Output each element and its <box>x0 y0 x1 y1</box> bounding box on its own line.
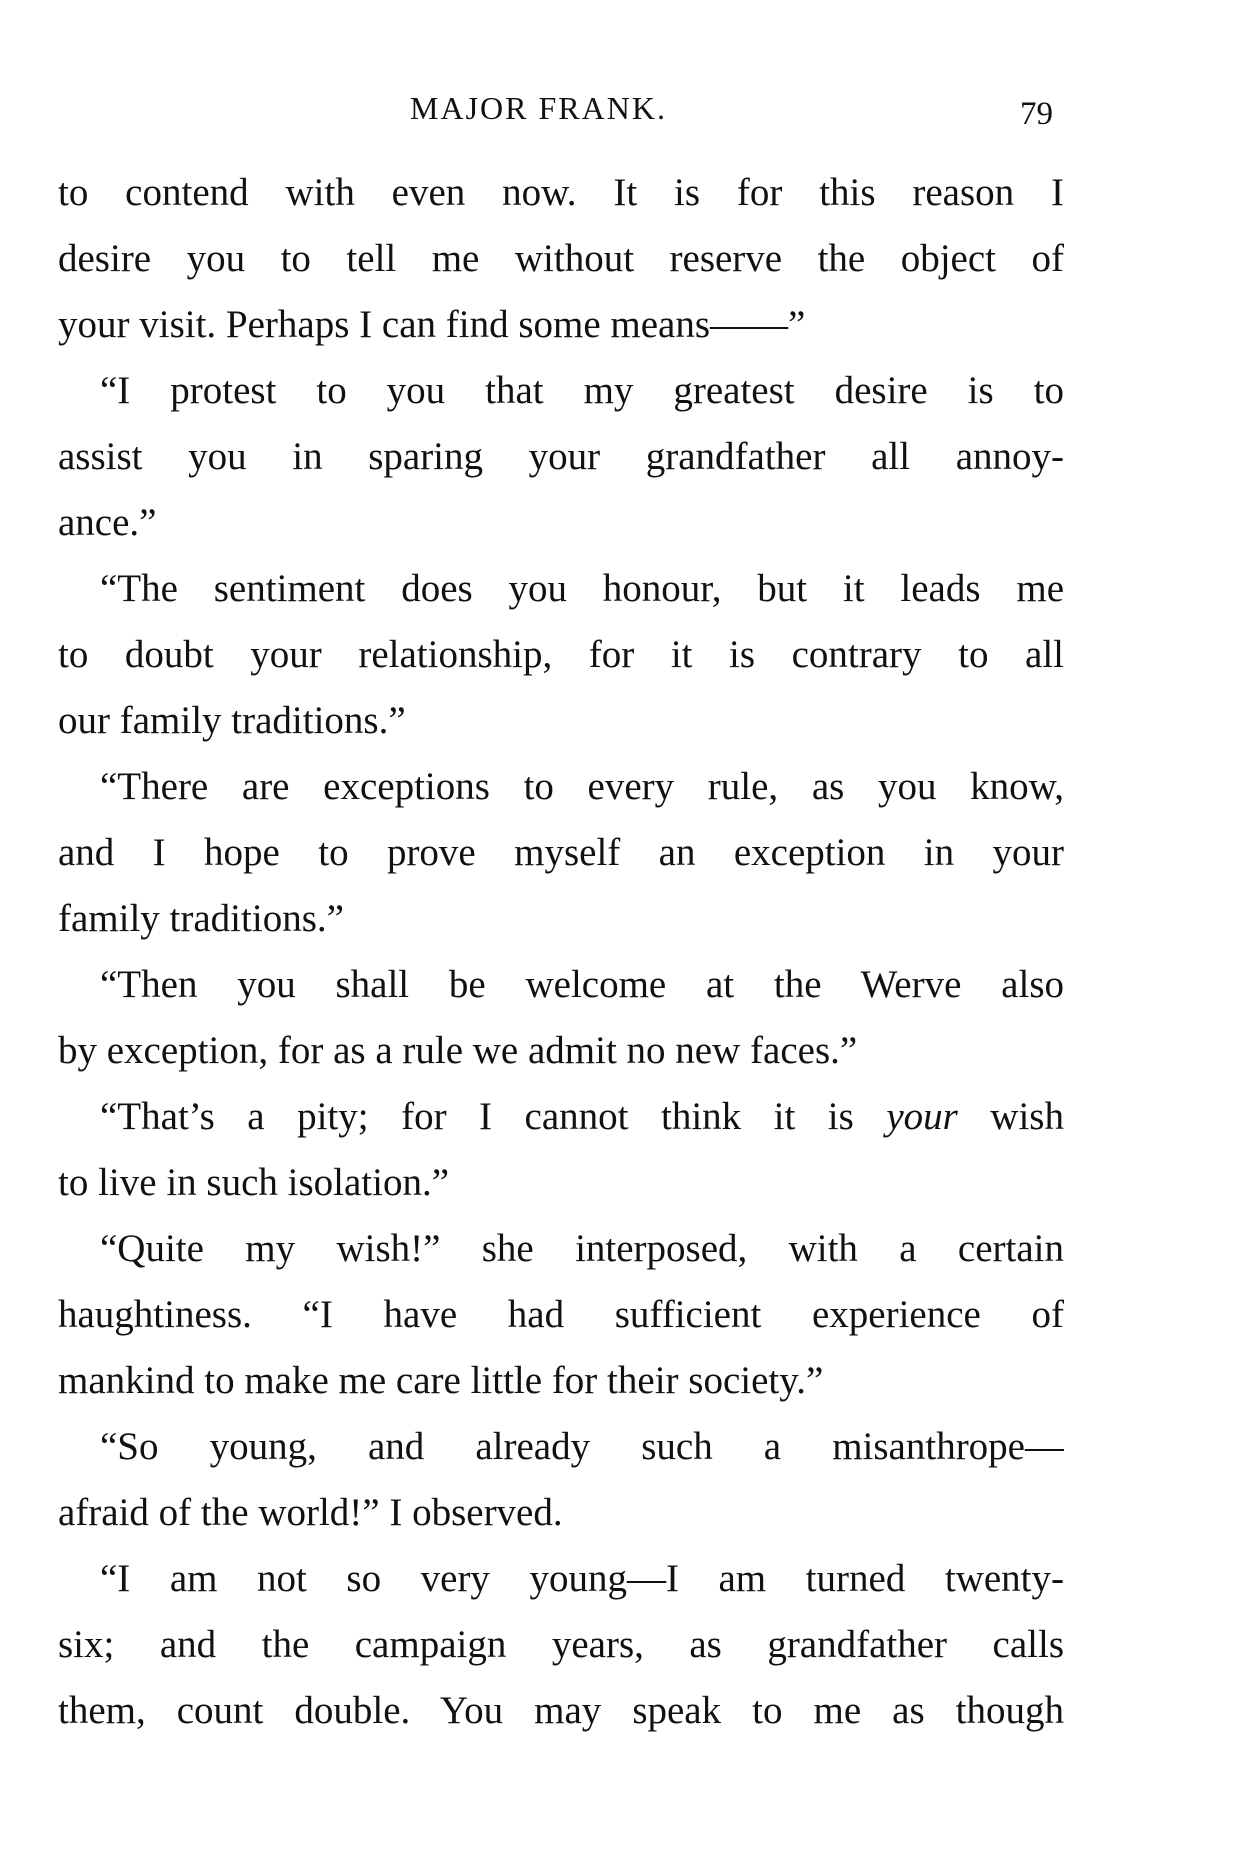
text-line-content: “The sentiment does you honour, but it leads me <box>100 567 1064 610</box>
text-line-content: your visit. Perhaps I can find some means——” <box>58 303 806 346</box>
text-line-content: to contend with even now. It is for this reason I <box>58 171 1064 214</box>
text-line <box>58 1282 1064 1348</box>
text-line-content: afraid of the world!” I observed. <box>58 1491 563 1534</box>
text-line-content: haughtiness. “I have had sufficient experience of <box>58 1293 1064 1336</box>
text-line-content: “There are exceptions to every rule, as you know, <box>100 765 1064 808</box>
text-line-content: ance.” <box>58 501 157 544</box>
text-line <box>58 1678 1064 1744</box>
running-head <box>0 88 1237 132</box>
text-line-content: “Then you shall be welcome at the Werve also <box>100 963 1064 1006</box>
text-line-content: them, count double. You may speak to me as though <box>58 1689 1064 1732</box>
text-line <box>58 556 1064 622</box>
text-line <box>58 1612 1064 1678</box>
page-number: 79 <box>1020 96 1053 132</box>
text-line <box>58 754 1064 820</box>
text-line-content: “That’s a pity; for I cannot think it is <box>100 1095 887 1138</box>
text-line-content: assist you in sparing your grandfather all annoy- <box>58 435 1064 478</box>
text-line <box>58 1480 1064 1546</box>
text-line <box>58 1348 1064 1414</box>
text-line-content: mankind to make me care little for their society.” <box>58 1359 824 1402</box>
text-line <box>58 226 1064 292</box>
running-title: MAJOR FRANK. <box>410 90 667 126</box>
text-line <box>58 622 1064 688</box>
italic-emphasis: your <box>886 1095 958 1138</box>
text-line-continuation: wish <box>957 1095 1064 1138</box>
text-line <box>58 424 1064 490</box>
text-line <box>58 1084 1064 1150</box>
text-line-content: family traditions.” <box>58 897 344 940</box>
text-line-content: and I hope to prove myself an exception in your <box>58 831 1064 874</box>
text-line <box>58 886 1064 952</box>
text-line <box>58 358 1064 424</box>
text-line-content: “Quite my wish!” she interposed, with a certain <box>100 1227 1064 1270</box>
text-line <box>58 952 1064 1018</box>
text-line <box>58 490 1064 556</box>
text-line <box>58 160 1064 226</box>
text-line-content: “I protest to you that my greatest desire is to <box>100 369 1064 412</box>
text-line <box>58 1018 1064 1084</box>
text-line-content: “I am not so very young—I am turned twenty- <box>100 1557 1064 1600</box>
text-line-content: desire you to tell me without reserve the object of <box>58 237 1064 280</box>
text-line-content: six; and the campaign years, as grandfather calls <box>58 1623 1064 1666</box>
text-line <box>58 1216 1064 1282</box>
body-text <box>58 160 1064 1744</box>
text-line-content: our family traditions.” <box>58 699 406 742</box>
text-line-content: to live in such isolation.” <box>58 1161 450 1204</box>
text-line <box>58 688 1064 754</box>
text-line <box>58 1414 1064 1480</box>
text-line <box>58 292 1064 358</box>
text-line <box>58 820 1064 886</box>
text-line-content: by exception, for as a rule we admit no new faces.” <box>58 1029 858 1072</box>
text-line-content: “So young, and already such a misanthrope— <box>100 1425 1064 1468</box>
text-line <box>58 1546 1064 1612</box>
text-line-content: to doubt your relationship, for it is contrary to all <box>58 633 1064 676</box>
text-line <box>58 1150 1064 1216</box>
